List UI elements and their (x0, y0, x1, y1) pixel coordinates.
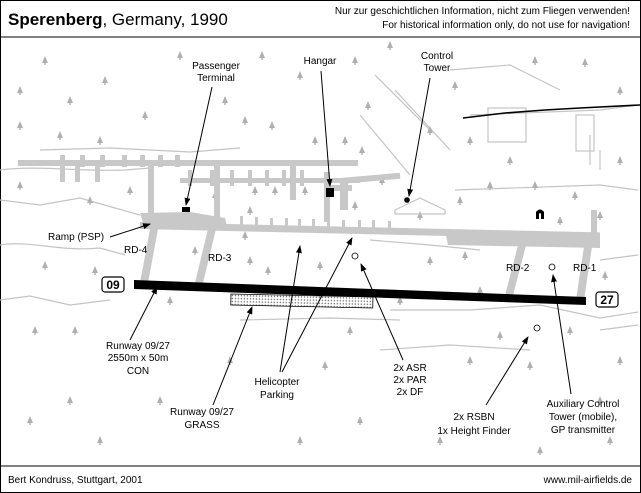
asr-site (352, 253, 358, 259)
hangar-building (326, 188, 334, 197)
aux-tower-site (549, 264, 555, 270)
label-aux-tower-2: Tower (mobile), (548, 412, 618, 423)
label-runway-con-1: Runway 09/27 (106, 341, 170, 352)
runway-end-27 (596, 292, 618, 307)
runway-end-27-label: 27 (600, 293, 614, 307)
label-runway-con-3: CON (126, 366, 150, 377)
label-height-finder: 1x Height Finder (437, 426, 511, 437)
label-hangar: Hangar (303, 56, 337, 67)
label-aux-tower-1: Auxiliary Control (546, 399, 620, 410)
label-rd3: RD-3 (208, 253, 232, 264)
footer-author: Bert Kondruss, Stuttgart, 2001 (8, 475, 143, 486)
label-runway-grass-2: GRASS (184, 420, 220, 431)
control-tower-marker (404, 197, 410, 203)
label-aux-tower-3: GP transmitter (550, 425, 616, 436)
label-runway-grass-1: Runway 09/27 (170, 407, 234, 418)
label-df: 2x DF (396, 387, 424, 398)
label-helicopter-2: Parking (260, 390, 294, 401)
rsbn-site (534, 325, 540, 331)
label-rd4: RD-4 (124, 245, 148, 256)
label-ramp: Ramp (PSP) (48, 232, 105, 243)
label-control-tower-1: Control (420, 51, 454, 62)
label-par: 2x PAR (393, 375, 427, 386)
label-control-tower-2: Tower (423, 63, 451, 74)
label-passenger-terminal-1: Passenger (192, 61, 240, 72)
map-title: Sperenberg, Germany, 1990 (8, 10, 228, 29)
notice-english: For historical information only, do not use for navigation! (382, 20, 630, 31)
label-rsbn: 2x RSBN (453, 412, 495, 423)
notice-german: Nur zur geschichtlichen Information, nicht zum Fliegen verwenden! (334, 6, 630, 17)
label-asr: 2x ASR (393, 363, 427, 374)
footer-website: www.mil-airfields.de (543, 475, 632, 486)
runway-end-09-label: 09 (106, 278, 120, 292)
label-rd2: RD-2 (506, 263, 530, 274)
label-passenger-terminal-2: Terminal (197, 73, 235, 84)
label-runway-con-2: 2550m x 50m (107, 353, 169, 364)
label-rd1: RD-1 (573, 263, 597, 274)
passenger-terminal-building (182, 207, 190, 212)
runway-end-09 (102, 277, 124, 292)
label-helicopter-1: Helicopter (254, 377, 300, 388)
